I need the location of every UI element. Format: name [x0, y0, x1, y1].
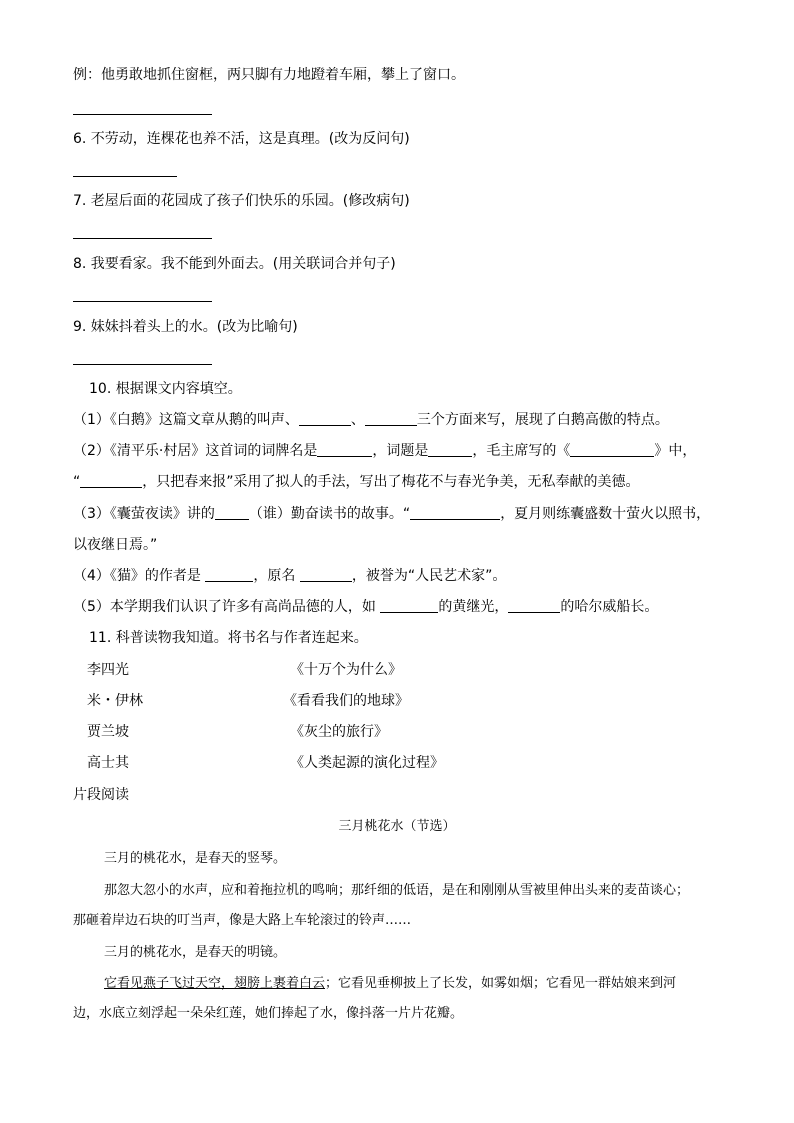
blank-2b[interactable]: [428, 442, 472, 457]
answer-line-6[interactable]: [73, 176, 177, 177]
author-2[interactable]: 米・伊林: [87, 693, 143, 709]
answer-line-example[interactable]: [73, 114, 212, 115]
q10-4-text-a: （3）《囊萤夜读》讲的: [73, 506, 215, 522]
q10-item-2: [73, 442, 696, 460]
passage-paragraph-4-line-2: 边，水底立刻浮起一朵朵红莲，她们捧起了水，像抖落一片片花瓣。: [73, 1006, 464, 1021]
question-10-title: 10. 根据课文内容填空。: [89, 381, 242, 397]
q10-7-text-a: （5）本学期我们认识了许多有高尚品德的人，如: [73, 599, 376, 615]
blank-1a[interactable]: [299, 411, 351, 426]
author-4[interactable]: 高士其: [87, 755, 129, 771]
author-1[interactable]: 李四光: [87, 662, 129, 678]
q10-1-text-b: 、: [350, 412, 365, 428]
q10-2-text-d: 》中，: [654, 443, 697, 459]
underlined-sentence: 它看见燕子飞过天空，翅膀上裹着白云: [104, 976, 326, 991]
q10-2-text-b: ，词题是: [372, 443, 429, 459]
question-6: 6. 不劳动，连棵花也养不活，这是真理。(改为反问句): [73, 131, 410, 147]
blank-4b[interactable]: [410, 505, 500, 520]
q10-item-3: [73, 505, 710, 523]
q10-1-text-a: （1）《白鹅》这篇文章从鹅的叫声、: [73, 412, 299, 428]
blank-3a[interactable]: [80, 473, 142, 488]
blank-6b[interactable]: [300, 567, 352, 582]
blank-7a[interactable]: [380, 598, 438, 613]
q10-item-4: [73, 567, 506, 585]
q10-4-text-c: ，夏月则练囊盛数十萤火以照书，: [500, 506, 711, 522]
question-9: 9. 妹妹抖着头上的水。(改为比喻句): [73, 319, 298, 335]
q10-6-text-a: （4）《猫》的作者是: [73, 568, 201, 584]
blank-4a[interactable]: [215, 505, 249, 520]
question-11-title: 11. 科普读物我知道。将书名与作者连起来。: [89, 630, 368, 646]
q10-2-text-a: （2）《清平乐·村居》这首词的词牌名是: [73, 443, 318, 459]
question-8: 8. 我要看家。我不能到外面去。(用关联词合并句子): [73, 256, 396, 272]
passage-paragraph-4-rest: ；它看见垂柳披上了长发，如雾如烟；它看见一群姑娘来到河: [325, 976, 677, 991]
blank-6a[interactable]: [205, 567, 253, 582]
q10-6-text-b: ，原名: [253, 568, 296, 584]
passage-paragraph-4-line-1: [104, 975, 676, 993]
question-7: 7. 老屋后面的花园成了孩子们快乐的乐园。(修改病句): [73, 193, 410, 209]
q10-7-text-c: 的哈尔威船长。: [560, 599, 659, 615]
q10-item-3-cont: 以夜继日焉。”: [73, 537, 158, 553]
example-sentence: 例：他勇敢地抓住窗框，两只脚有力地蹬着车厢，攀上了窗口。: [73, 67, 465, 83]
passage-paragraph-3: 三月的桃花水，是春天的明镜。: [104, 945, 287, 960]
passage-paragraph-2-line-1: 那忽大忽小的水声，应和着拖拉机的鸣响；那纤细的低语，是在和刚刚从雪被里伸出头来的麦苗谈心；: [104, 883, 690, 898]
section-label: 片段阅读: [73, 787, 129, 803]
q10-item-1: [73, 411, 669, 429]
answer-line-9[interactable]: [73, 364, 212, 365]
q10-3-text-a: “: [73, 474, 81, 490]
passage-title: 三月桃花水（节选）: [338, 819, 456, 834]
book-1[interactable]: 《十万个为什么》: [290, 662, 402, 678]
q10-item-2-cont: [73, 473, 640, 491]
passage-paragraph-1: 三月的桃花水，是春天的竖琴。: [104, 851, 287, 866]
q10-1-text-c: 三个方面来写，展现了白鹅高傲的特点。: [416, 412, 669, 428]
q10-6-text-c: ，被誉为“人民艺术家”。: [351, 568, 507, 584]
book-2[interactable]: 《看看我们的地球》: [283, 693, 409, 709]
q10-3-text-b: ，只把春来报”采用了拟人的手法，写出了梅花不与春光争美，无私奉献的美德。: [142, 474, 640, 490]
blank-1b[interactable]: [365, 411, 417, 426]
blank-2a[interactable]: [317, 442, 372, 457]
blank-7b[interactable]: [508, 598, 560, 613]
q10-item-5: [73, 598, 658, 616]
q10-4-text-b: （谁）勤奋读书的故事。“: [248, 506, 411, 522]
answer-line-8[interactable]: [73, 301, 212, 302]
blank-2c[interactable]: [570, 442, 654, 457]
passage-paragraph-2-line-2: 那砸着岸边石块的叮当声，像是大路上车轮滚过的铃声……: [73, 913, 412, 928]
author-3[interactable]: 贾兰坡: [87, 724, 129, 740]
answer-line-7[interactable]: [73, 238, 212, 239]
q10-2-text-c: ，毛主席写的《: [472, 443, 571, 459]
book-4[interactable]: 《人类起源的演化过程》: [290, 755, 444, 771]
book-3[interactable]: 《灰尘的旅行》: [290, 724, 388, 740]
q10-7-text-b: 的黄继光，: [438, 599, 509, 615]
